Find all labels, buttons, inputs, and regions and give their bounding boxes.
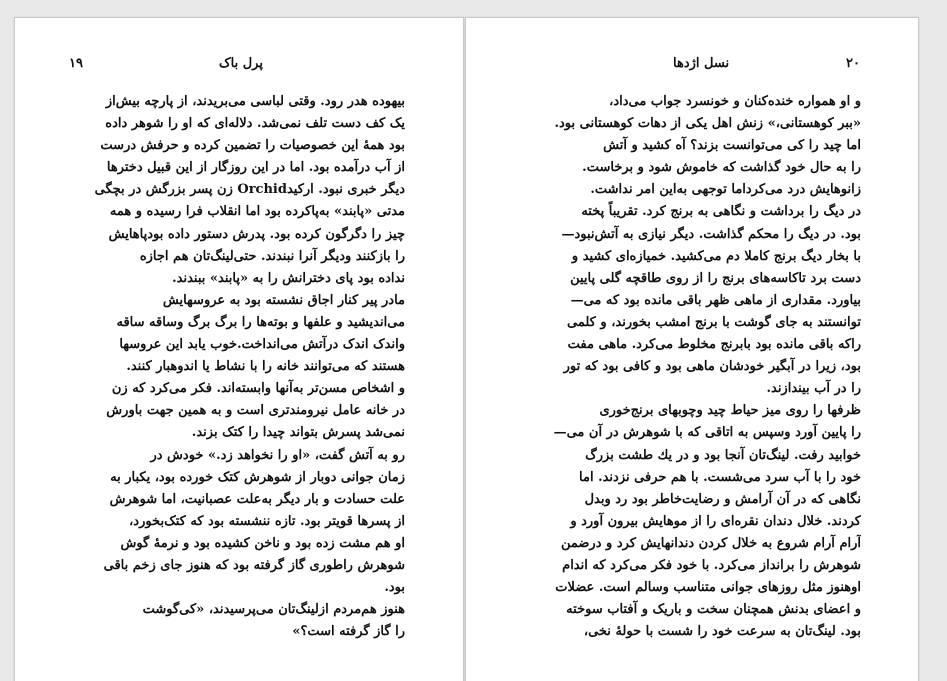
text-line: «ببر کوهستانی،» زنش اهل یکی از دهات کوهستانی بود. [554,116,861,132]
text-line: و اشخاص مسن‌تر به‌آنها وابسته‌اند. فکر می‌کرد که زن [111,381,405,397]
text-line: نداده بود پای دخترانش را به «پابند» ببندند. [172,270,405,286]
text-line: مادر پیر کنار اجاق نشسته بود به عروسهایش [162,292,405,308]
text-line: از آب درآمده بود. اما در این روزگار از این قبیل دخترها [106,160,405,176]
text-line: بیهوده هدر رود. وقتی لباسی می‌بریدند، از پارچه بیش‌از [105,94,405,109]
left-page [14,17,464,681]
running-title: پرل باک [219,56,263,71]
text-line: با بخار دیگ برنج کاملا دم می‌کشید. خمیازه‌ای کشید و [571,248,861,264]
text-line: یک کف دست تلف نمی‌شد. دلاله‌ای که او را شوهر داده [105,116,405,132]
body-text [67,91,405,643]
text-line: خود را با آب سرد می‌شست. با هم حرفی نزدند. اما [579,469,861,485]
text-line: رو به آتش گفت، «او را نخواهد زد.» خودش در [150,447,405,463]
text-line: در خانه عامل نیرومندتری است و به همین جهت باورش [106,403,405,419]
text-line: اوهنوز مثل روزهای جوانی متناسب وسالم است. عضلات [555,580,861,596]
text-line: بود. در دیگ را محکم گذاشت. دیگر نیازی به آتش‌نبود— [561,226,861,242]
text-line: از پسرها قویتر بود. تازه ننشسته بود که کتک‌بخورد، [129,513,405,529]
text-line: را به حال خود گذاشت که خاموش شود و برخاست. [582,160,861,176]
text-line: واندک اندک درآتش می‌انداخت.خوب یابد این عروسها [119,337,405,353]
text-line: شوهرش را برانداز می‌کرد. با خود فکر می‌کرد که اندام [562,557,861,573]
text-line: هستند که می‌توانند خانه را با نشاط یا اندوهبار کنند. [126,359,405,375]
text-line: کردند. خلال دندان نقره‌ای را از موهایش بیرون آورد و [570,513,861,529]
page-number: ۱۹ [69,56,83,71]
text-line: و او همواره خنده‌کنان و خونسرد جواب می‌داد، [609,94,861,109]
text-line: بود همهٔ این خصوصیات را تضمین کرده و حرفش درست [100,138,405,154]
text-line: را پایین آورد وسپس به اتاقی که با شوهرش در آن می— [553,425,861,441]
text-line: چیز را دگرگون کرده بود. پدرش دستور داده بودپاهایش [108,226,405,242]
text-line: بیاورد. مقداری از ماهی ظهر باقی مانده بود که می— [570,292,861,308]
text-line: می‌اندیشید و علفها و بوته‌ها را برگ برگ وساقه ساقه [116,314,405,330]
body-text [522,91,861,643]
text-line: اما چید را کی می‌توانست بزند؟ آه کشید و آتش [603,138,861,154]
running-title: نسل اژدها [673,56,730,71]
text-line: ظرفها را روی میز حیاط چید وچوبهای برنج‌خوری [599,403,861,419]
text-line: زمان جوانی دوبار از شوهرش کتک خورده بود، یکبار به [110,469,405,485]
text-line: در دیگ را برداشت و نگاهی به برنج کرد. تقریباً پخته [581,204,861,220]
text-line: نمی‌شد پسرش بتواند چیدا را کتک بزند. [191,425,405,441]
text-line: بود. لینگ‌تان به سرعت خود را شست با حولهٔ نخی، [583,624,861,640]
text-line: و اعضای بدنش همچنان سخت و باریک و آفتاب سوخته [566,602,861,618]
text-line: آرام آرام شروع به خلال کردن دندانهایش کرد و درضمن [560,535,861,551]
right-page [465,17,919,681]
text-line: توانستند به جای گوشت با برنج امشب بخورند، و کلمی [567,314,861,330]
text-line: علت حسادت و بار دیگر به‌علت عصبانیت، اما شوهرش [109,491,405,507]
text-line: زانوهایش درد می‌کرداما توجهی به‌این امر نداشت. [590,182,861,198]
text-line: راکه باقی مانده بود بابرنج مخلوط می‌کرد. ماهی مفت [567,337,861,353]
text-line: دیگر خبری نبود. ارکیدOrchid زن پسر بزرگش در بچگی [94,182,405,198]
text-line: دست برد تاکاسه‌های برنج را از روی طاقچه گلی پایین [570,270,861,286]
text-line: شوهرش راطوری گاز گرفته بود که هنوز جای زخم باقی [103,557,405,573]
text-line: را در آب بیندازند. [766,381,861,397]
text-line: را بازکنند ودیگر آنرا نبندند. حتی‌لینگ‌تان هم اجازه [139,248,405,264]
text-line: را گاز گرفته است؟» [292,624,405,640]
text-line: او هم مشت زده بود و ناخن کشیده بود و نرمهٔ گوش [120,535,405,551]
text-line: مدتی «پابند» به‌پاکرده بود اما انقلاب فرا رسیده و همه [109,204,405,220]
text-line: خوابید رفت. لینگ‌تان آنجا بود و در یك طشت بزرگ [585,447,861,463]
text-line: نگاهی که در آن آرامش و رضایت‌خاطر بود رد وبدل [584,491,861,507]
page-number: ۲۰ [846,56,860,71]
text-line: بود. [384,580,405,596]
text-line: هنوز هم‌مردم ازلینگ‌تان می‌پرسیدند، «کی‌گوشت [142,602,405,618]
text-line: بود، زیرا در آبگیر خودشان ماهی بود و کافی بود که تور [563,359,861,375]
